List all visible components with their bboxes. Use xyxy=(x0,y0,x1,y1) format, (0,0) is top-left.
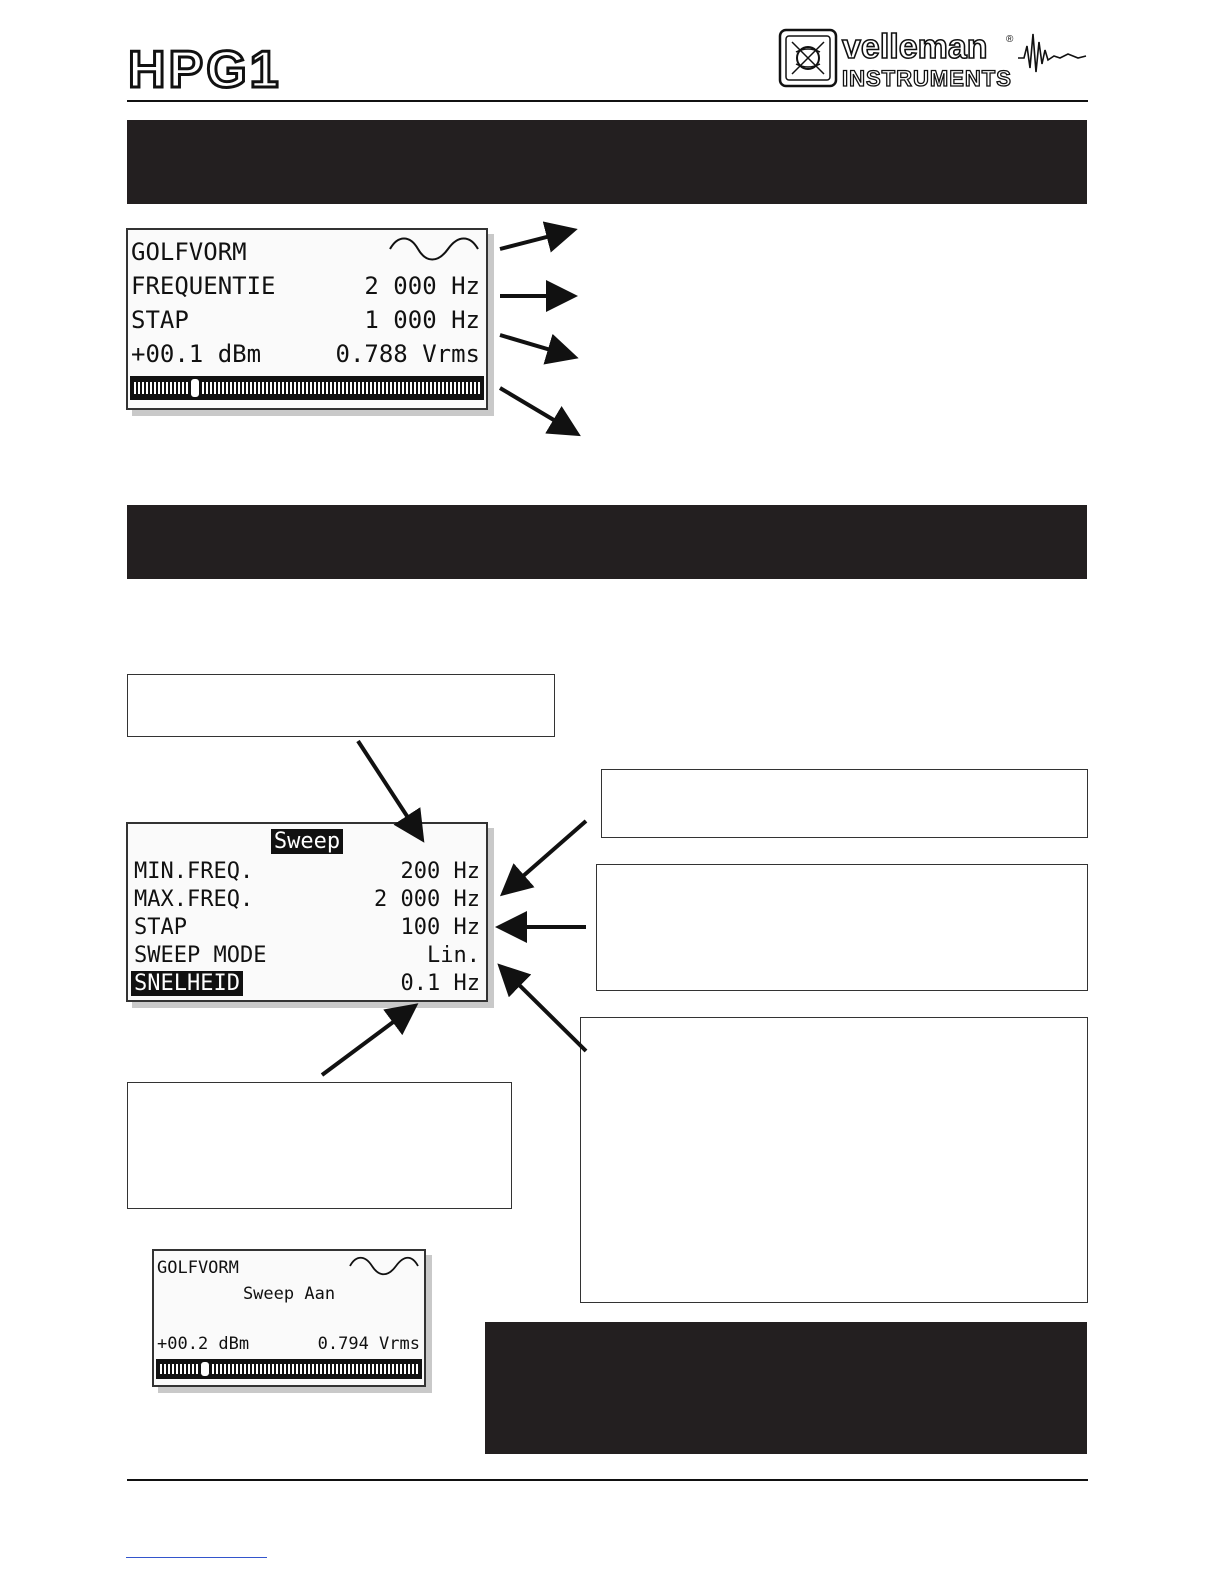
lcd-value: Lin. xyxy=(427,942,480,968)
arrow-step xyxy=(500,335,571,356)
sweep-status-text: Sweep Aan xyxy=(242,1284,336,1304)
lcd-value: 2 000 Hz xyxy=(364,272,480,300)
arrow-level xyxy=(500,388,574,432)
lcd-label: MAX.FREQ. xyxy=(134,886,254,912)
arrow-sweep-mode xyxy=(503,969,586,1051)
lcd-label: GOLFVORM xyxy=(157,1258,239,1278)
lcd-label: MIN.FREQ. xyxy=(134,858,254,884)
lcd-label: FREQUENTIE xyxy=(131,272,276,300)
svg-text:velleman: velleman xyxy=(842,28,988,66)
lcd-value: 0.794 Vrms xyxy=(317,1334,420,1354)
arrow-waveform xyxy=(500,231,570,249)
lcd-label: STAP xyxy=(131,306,189,334)
lcd-value: 200 Hz xyxy=(400,858,480,884)
footer-rule xyxy=(127,1479,1088,1481)
lcd-value: 2 000 Hz xyxy=(374,886,480,912)
lcd-value: 1 000 Hz xyxy=(364,306,480,334)
lcd-label: GOLFVORM xyxy=(131,238,247,266)
lcd-label-highlighted: SNELHEID xyxy=(131,971,243,996)
svg-text:INSTRUMENTS: INSTRUMENTS xyxy=(842,66,1012,90)
lcd-value: 0.788 Vrms xyxy=(335,340,480,368)
lcd-label: STAP xyxy=(134,914,187,940)
lcd-value: 100 Hz xyxy=(400,914,480,940)
lcd-label: +00.2 dBm xyxy=(157,1334,250,1354)
arrow-max-freq xyxy=(506,821,586,891)
arrow-min-freq xyxy=(358,741,420,836)
model-logo: HPG1 xyxy=(128,41,282,99)
lcd-value: 0.1 Hz xyxy=(400,970,480,996)
lcd-label: SWEEP MODE xyxy=(134,942,267,968)
sweep-title: Sweep xyxy=(271,829,343,854)
arrow-speed xyxy=(322,1008,412,1075)
footer-link-underline[interactable] xyxy=(126,1557,267,1558)
lcd-label: +00.1 dBm xyxy=(131,340,262,368)
svg-text:®: ® xyxy=(1006,34,1014,45)
